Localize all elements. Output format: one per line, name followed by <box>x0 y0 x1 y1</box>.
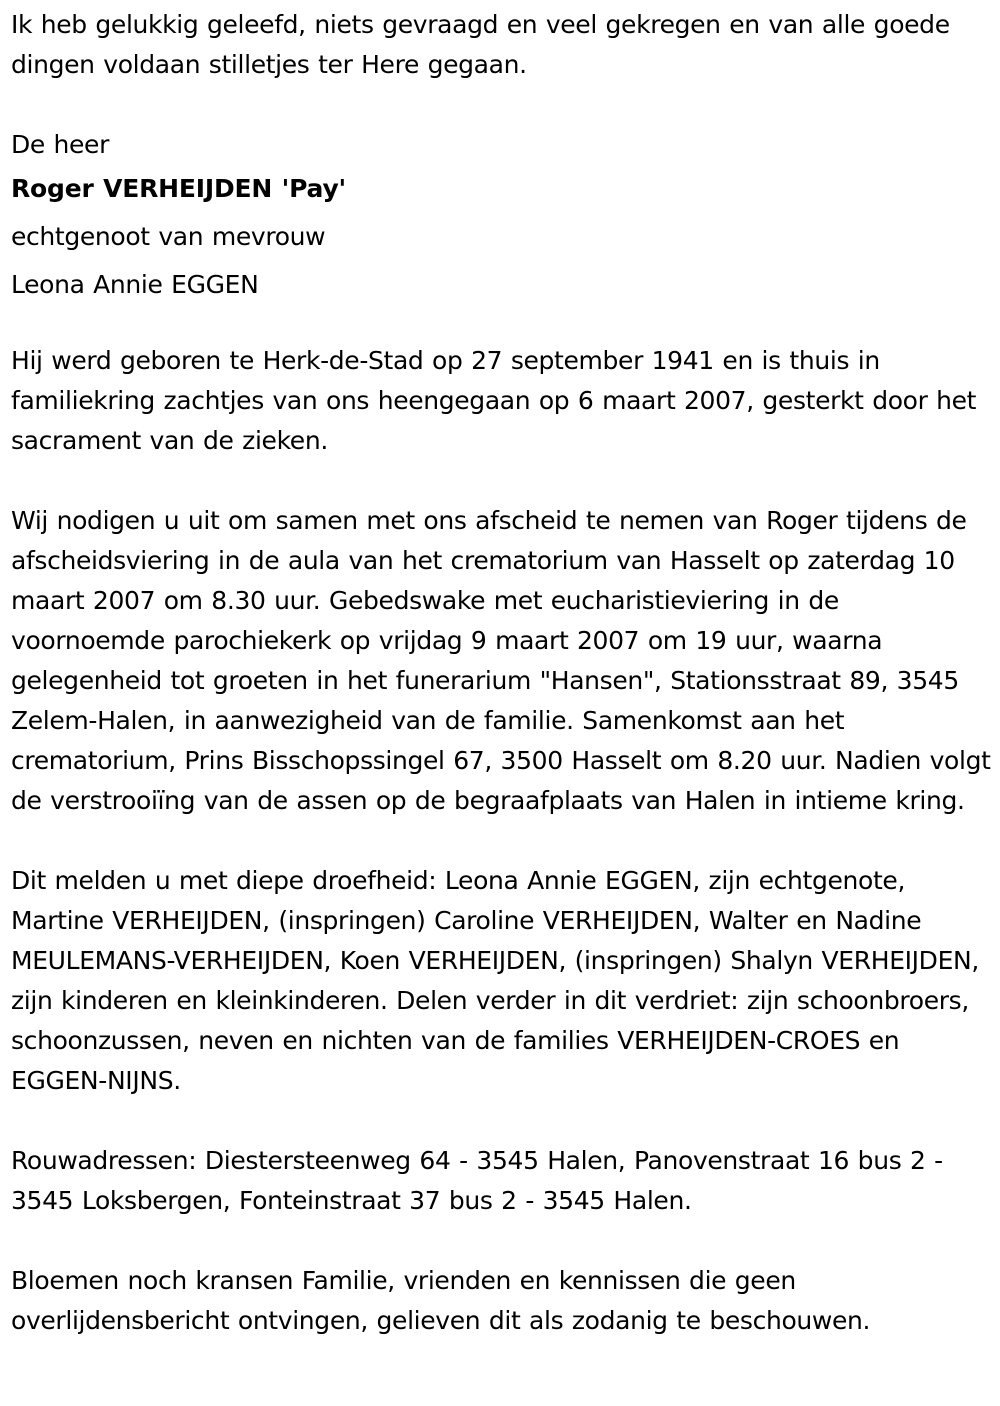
spouse-name: Leona Annie EGGEN <box>11 270 259 299</box>
deceased-name: Roger VERHEIJDEN 'Pay' <box>11 174 347 203</box>
salutation: De heer <box>11 130 110 159</box>
ceremony-paragraph: Wij nodigen u uit om samen met ons afscheid te nemen van Roger tijdens de afscheidsviering in de aula van het crematorium van Hasselt op zaterdag 10 maart 2007 om 8.30 uur. Gebedswake met eucharistieviering in de voornoemde parochiekerk op vrijdag 9 maart 2007 om 19 uur, waarna gelegenheid tot groeten in het funerarium "Hansen", Stationsstraat 89, 3545 Zelem-Halen, in aanwezigheid van de familie. Samenkomst aan het crematorium, Prins Bisschopssingel 67, 3500 Hasselt om 8.20 uur. Nadien volgt de verstrooiïng van de assen op de begraafplaats van Halen in intieme kring. <box>11 506 991 815</box>
obituary-document <box>11 5 996 1341</box>
relation-line: echtgenoot van mevrouw <box>11 222 326 251</box>
opening-quote: Ik heb gelukkig geleefd, niets gevraagd en veel gekregen en van alle goede dingen voldaan stilletjes ter Here gegaan. <box>11 10 950 79</box>
family-paragraph: Dit melden u met diepe droefheid: Leona Annie EGGEN, zijn echtgenote, Martine VERHEIJDEN, (inspringen) Caroline VERHEIJDEN, Walter en Nadine MEULEMANS-VERHEIJDEN, Koen VERHEIJDEN, (inspringen) Shalyn VERHEIJDEN, zijn kinderen en kleinkinderen. Delen verder in dit verdriet: zijn schoonbroers, schoonzussen, neven en nichten van de families VERHEIJDEN-CROES en EGGEN-NIJNS. <box>11 866 979 1095</box>
addresses-paragraph: Rouwadressen: Diestersteenweg 64 - 3545 Halen, Panovenstraat 16 bus 2 - 3545 Loksbergen, Fonteinstraat 37 bus 2 - 3545 Halen. <box>11 1146 943 1215</box>
closing-paragraph: Bloemen noch kransen Familie, vrienden en kennissen die geen overlijdensbericht ontvingen, gelieven dit als zodanig te beschouwen. <box>11 1266 871 1335</box>
birth-death-paragraph: Hij werd geboren te Herk-de-Stad op 27 september 1941 en is thuis in familiekring zachtjes van ons heengegaan op 6 maart 2007, gesterkt door het sacrament van de zieken. <box>11 346 977 455</box>
